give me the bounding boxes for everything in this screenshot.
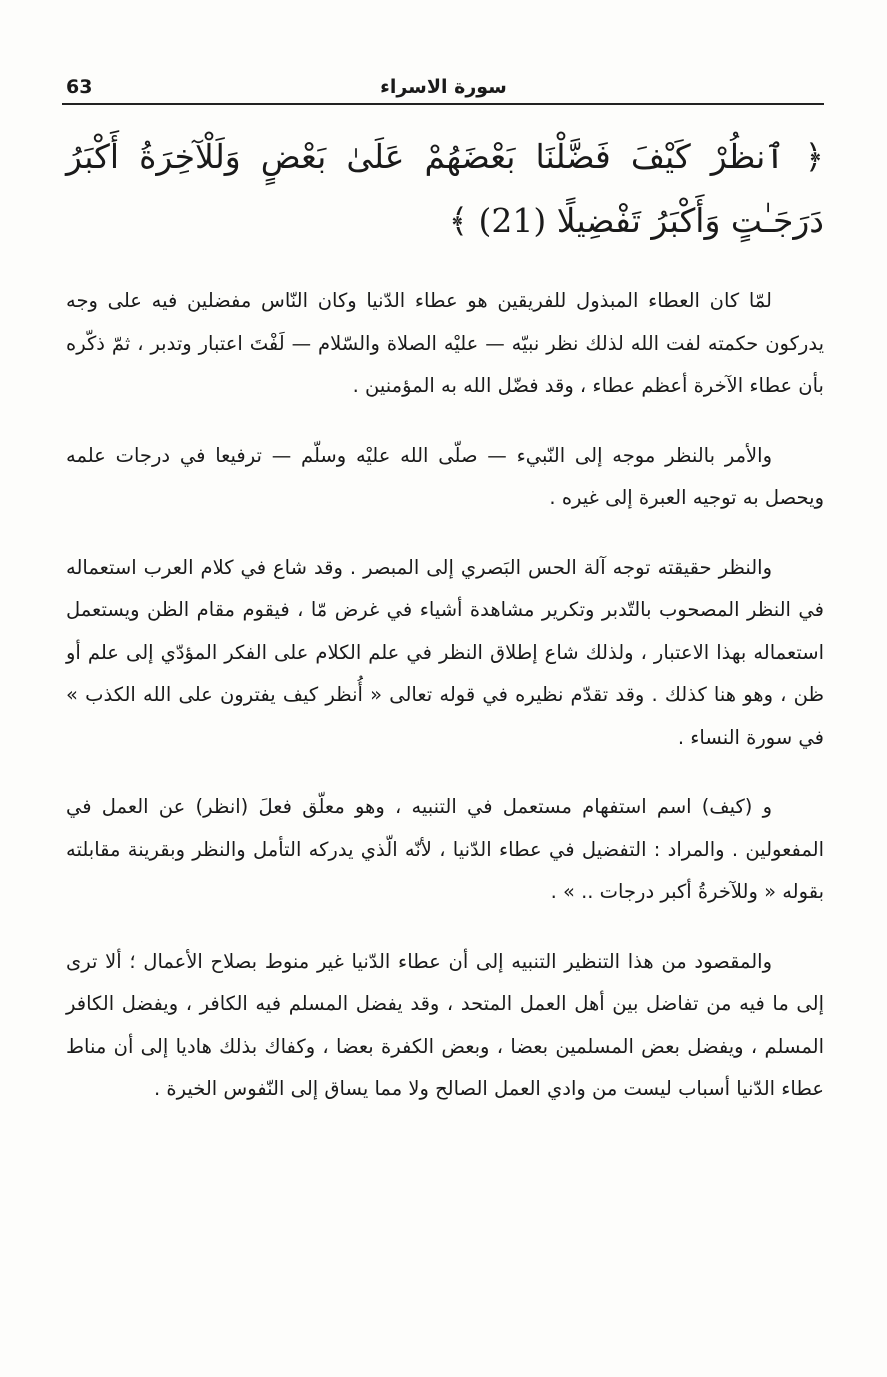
paragraph: و (كيف) اسم استفهام مستعمل في التنبيه ، وهو معلّق فعلَ (انظر) عن العمل في المفعولين . والمراد : التفضيل في عطاء الدّنيا ، لأنّه الّذي يدركه التأمل والنظر وبقرينة مقابلته بقوله « وللآخرةُ أكبر درجات .. » . (66, 795, 824, 903)
paragraph: لمّا كان العطاء المبذول للفريقين هو عطاء الدّنيا وكان النّاس مفضلين فيه على وجه يدركون حكمته لفت الله لذلك نظر نبيّه — عليْه الصلاة والسّلام — لَفْتَ اعتبار وتدبر ، ثمّ ذكّره بأن عطاء الآخرة أعظم عطاء ، وقد فضّل الله به المؤمنين . (66, 289, 824, 397)
quran-verse: ﴿ ٱنظُرْ كَيْفَ فَضَّلْنَا بَعْضَهُمْ عَلَىٰ بَعْضٍ وَلَلْآخِرَةُ أَكْبَرُ دَرَجَـٰتٍ وَأَكْبَرُ تَفْضِيلًا (21) ﴾ (66, 137, 824, 240)
commentary-body (66, 280, 824, 1138)
paragraph: والأمر بالنظر موجه إلى النّبيء — صلّى الله عليْه وسلّم — ترفيعا في درجات علمه ويحصل به توجيه العبرة إلى غيره . (66, 443, 824, 509)
paragraph: والمقصود من هذا التنظير التنبيه إلى أن عطاء الدّنيا غير منوط بصلاح الأعمال ؛ ألا ترى إلى ما فيه من تفاضل بين أهل العمل المتحد ، وقد يفضل المسلم فيه الكافر ، ويفضل الكافر المسلم ، ويفضل بعض المسلمين بعضا ، وبعض الكفرة بعضا ، وكفاك بذلك هاديا إلى أن مناط عطاء الدّنيا أسباب ليست من وادي العمل الصالح ولا مما يساق إلى النّفوس الخيرة . (66, 949, 824, 1100)
running-title: سورة الاسراء (380, 76, 507, 98)
header-rule (62, 103, 824, 105)
page-number: 63 (66, 76, 93, 98)
paragraph: والنظر حقيقته توجه آلة الحس البَصري إلى المبصر . وقد شاع في كلام العرب استعماله في النظر المصحوب بالتّدبر وتكرير مشاهدة أشياء في غرض مّا ، فيقوم مقام الظن ويستعمل استعماله بهذا الاعتبار ، ولذلك شاع إطلاق النظر في علم الكلام على الفكر المؤدّي إلى علم أو ظن ، وهو هنا كذلك . وقد تقدّم نظيره في قوله تعالى « أُنظر كيف يفترون على الله الكذب » في سورة النساء . (66, 555, 824, 749)
